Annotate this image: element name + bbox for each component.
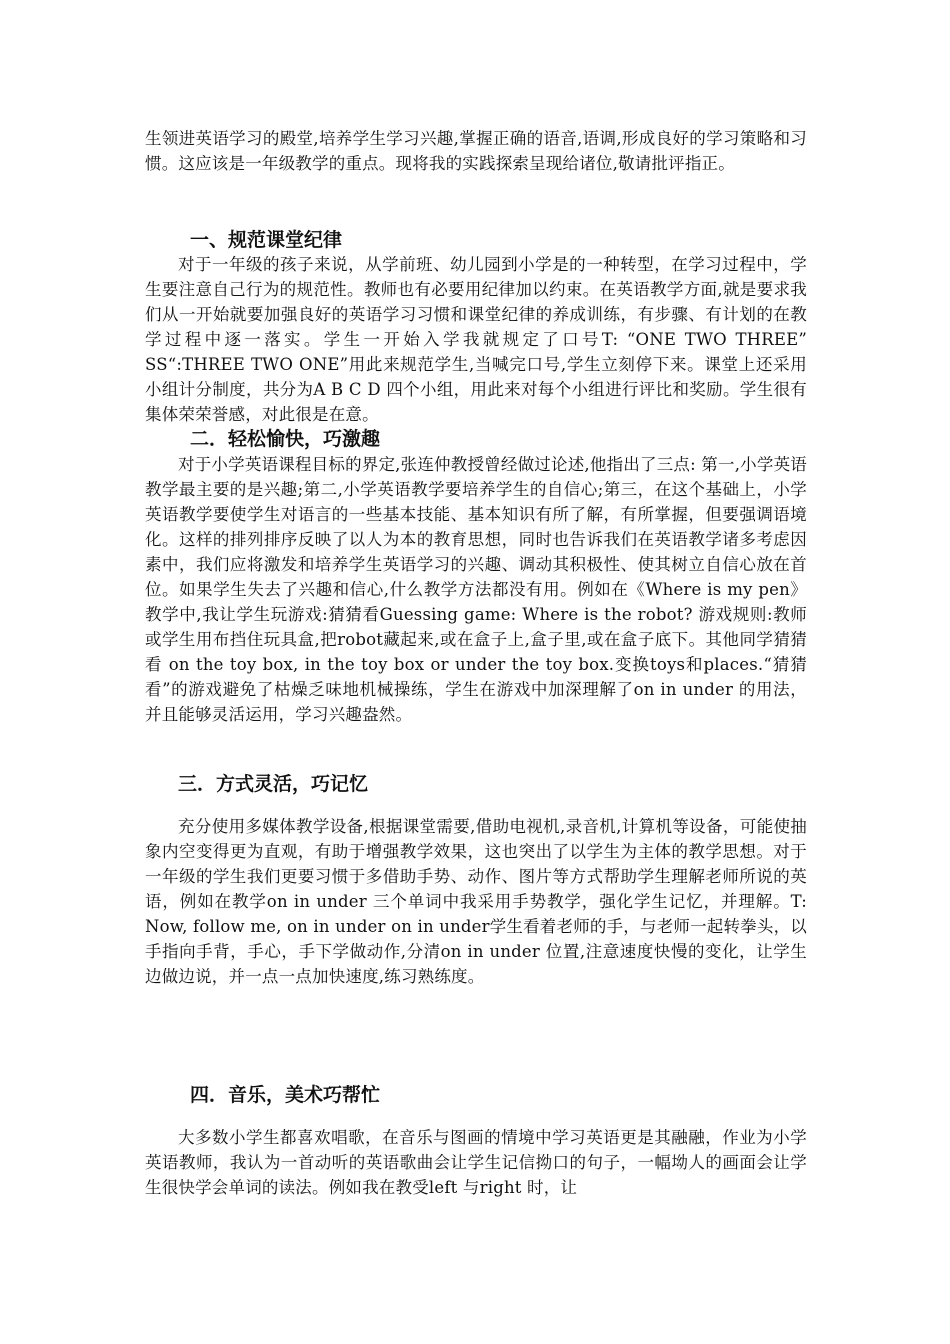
section-3-body: 充分使用多媒体教学设备,根据课堂需要,借助电视机,录音机,计算机等设备，可能使抽象内空变得更为直观，有助于增强教学效果，这也突出了以学生为主体的教学思想。对于一年级的学生我们更要习惯于多借助手势、动作、图片等方式帮助学生理解老师所说的英语，例如在教学on in under 三个单词中我采用手势教学，强化学生记忆，并理解。T: Now, follow me, on in under on in under学生看着老师的手，与老师一起转拳头，以手指向手背，手心，手下学做动作,分清on in under 位置,注意速度快慢的变化，让学生边做边说，并一点一点加快速度,练习熟练度。 [145,817,808,986]
section-1-heading: 一、规范课堂纪律 [190,229,343,251]
section-3-heading: 三．方式灵活，巧记忆 [178,773,369,795]
section-1-body: 对于一年级的孩子来说，从学前班、幼儿园到小学是的一种转型，在学习过程中，学生要注意自己行为的规范性。教师也有必要用纪律加以约束。在英语教学方面,就是要求我们从一开始就要加强良好的英语学习习惯和课堂纪律的养成训练，有步骤、有计划的在教学过程中逐一落实。学生一开始入学我就规定了口号T: “ONE TWO THREE” SS“:THREE TWO ONE”用此来规范学生,当喊完口号,学生立刻停下来。课堂上还采用小组计分制度，共分为A B C D 四个小组，用此来对每个小组进行评比和奖励。学生很有集体荣荣誉感，对此很是在意。 [145,255,807,424]
section-4-body: 大多数小学生都喜欢唱歌，在音乐与图画的情境中学习英语更是其融融，作业为小学英语教师，我认为一首动听的英语歌曲会让学生记信拗口的句子，一幅坳人的画面会让学生很快学会单词的读法。例如我在教受left 与right 时，让 [145,1128,807,1197]
section-2-body: 对于小学英语课程目标的界定,张连仲教授曾经做过论述,他指出了三点: 第一,小学英语教学最主要的是兴趣;第二,小学英语教学要培养学生的自信心;第三，在这个基础上，小学英语教学要使学生对语言的一些基本技能、基本知识有所了解，有所掌握，但要强调语境化。这样的排列排序反映了以人为本的教育思想，同时也告诉我们在英语教学诸多考虑因素中，我们应将激发和培养学生英语学习的兴趣、调动其积极性、使其树立自信心放在首位。如果学生失去了兴趣和信心,什么教学方法都没有用。例如在《Where is my pen》教学中,我让学生玩游戏:猜猜看Guessing game: Where is the robot? 游戏规则:教师或学生用布挡住玩具盒,把robot藏起来,或在盒子上,盒子里,或在盒子底下。其他同学猜猜看 on the toy box, in the toy box or under the toy box.变换toys和places.“猜猜看”的游戏避免了枯燥乏味地机械操练，学生在游戏中加深理解了on in under 的用法，并且能够灵活运用，学习兴趣盎然。 [145,455,807,724]
intro-paragraph: 生领进英语学习的殿堂,培养学生学习兴趣,掌握正确的语音,语调,形成良好的学习策略和习惯。这应该是一年级教学的重点。现将我的实践探索呈现给诸位,敬请批评指正。 [145,129,807,173]
section-2-heading: 二．轻松愉快，巧激趣 [190,428,381,450]
section-4-heading: 四．音乐，美术巧帮忙 [190,1084,381,1106]
